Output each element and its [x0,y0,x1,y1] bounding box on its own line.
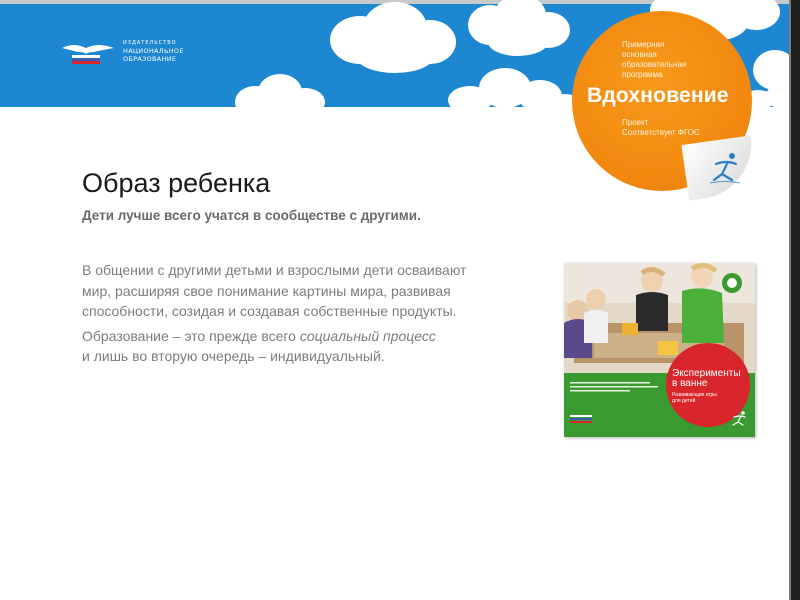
book-title [672,369,748,389]
publisher-small-label: ИЗДАТЕЛЬСТВО [123,40,177,46]
publisher-name [123,40,184,63]
badge-project-line: Проект [622,118,649,127]
badge-desc-line: образовательная [622,60,687,69]
jumping-figure-icon [706,150,746,186]
badge-project-line: Соответствует ФГОС [622,128,700,137]
body-line: В общении с другими детьми и взрослыми дети осваивают [82,262,467,278]
slide-subtitle: Дети лучше всего учатся в сообществе с другими. [82,208,421,223]
body-line [82,326,552,347]
slide-body [82,260,552,371]
paragraph-1 [82,260,552,322]
badge-description [622,40,732,80]
paragraph2-emphasis: социальный процесс [299,327,436,344]
body-line: способности, созидая и создавая собственные продукты. [82,303,457,319]
slide-title: Образ ребенка [82,168,271,198]
publisher-name-line1: НАЦИОНАЛЬНОЕ [123,47,184,55]
book-publisher-logo-icon [570,413,592,423]
badge-desc-line: основная [622,50,657,59]
book-title-line: в ванне [672,378,708,389]
book-cover-image[interactable] [564,263,755,437]
book-subtitle-line: Развивающие игры [672,392,717,398]
book-series-text [570,380,665,398]
body-line: и лишь во вторую очередь – индивидуальный. [82,348,385,364]
book-jumping-figure-icon [729,410,749,426]
paragraph-2 [82,326,552,367]
body-line: мир, расширяя свое понимание картины мира, развивая [82,282,451,299]
badge-project [622,118,732,138]
eagle-emblem-icon [58,40,118,70]
right-edge-border [791,0,800,600]
book-title-line: Эксперименты [672,368,741,379]
badge-desc-line: Примерная [622,40,665,49]
publisher-name-line2: ОБРАЗОВАНИЕ [123,55,177,63]
paragraph2-text: Образование – это прежде всего [82,327,300,344]
book-subtitle-line: для детей [672,398,696,404]
book-subtitle [672,392,748,404]
badge-desc-line: программа [622,70,663,79]
series-text-lines [570,380,660,396]
publisher-logo[interactable] [58,38,218,70]
badge-title: Вдохновение [587,84,729,107]
